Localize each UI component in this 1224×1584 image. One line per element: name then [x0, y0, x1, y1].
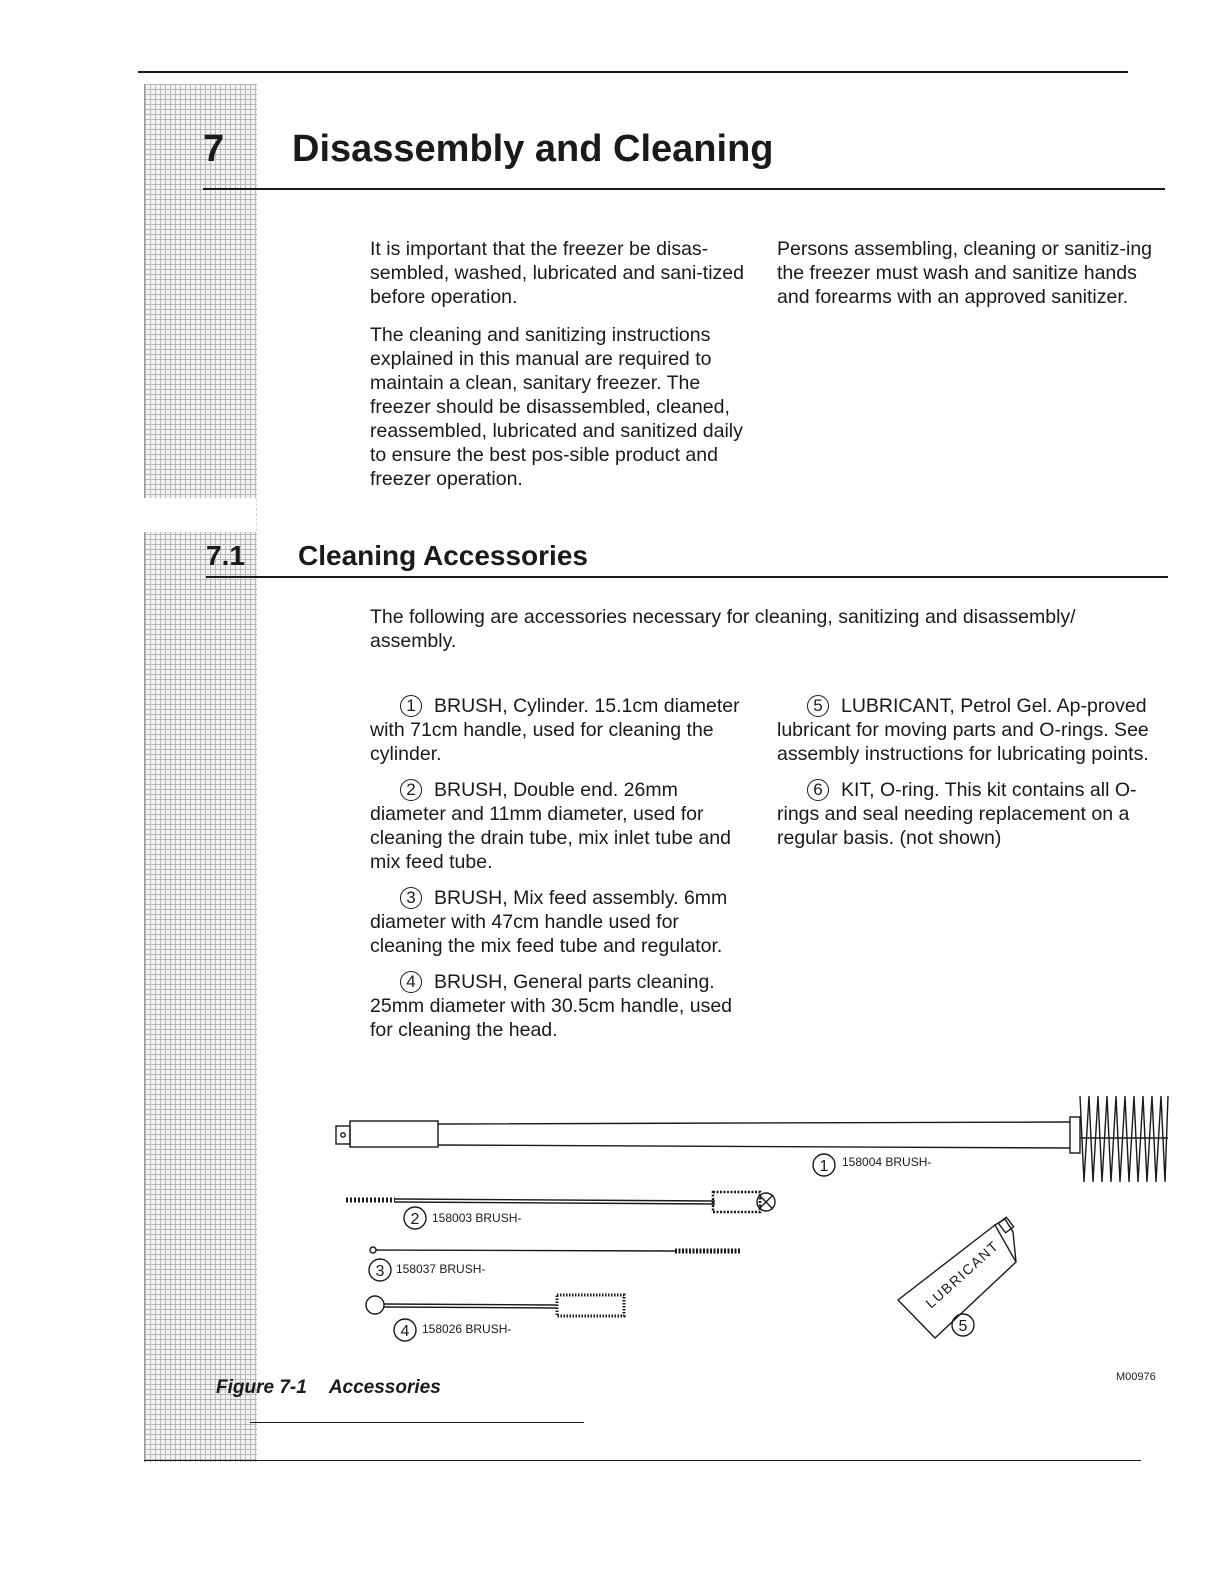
- part-label-2: 158003 BRUSH-: [432, 1211, 522, 1225]
- chapter-number: 7: [203, 128, 225, 170]
- section-title: Cleaning Accessories: [298, 540, 588, 571]
- accessory-text: LUBRICANT, Petrol Gel. Ap-proved lubricant for moving parts and O-rings. See assembly instructions for lubricating points.: [777, 695, 1149, 765]
- general-parts-brush-drawing: [366, 1295, 624, 1316]
- lubricant-tube-label: LUBRICANT: [922, 1237, 1003, 1312]
- chapter-rule: [203, 188, 1165, 190]
- callout-2: [404, 1207, 426, 1229]
- part-label-4: 158026 BRUSH-: [422, 1322, 512, 1336]
- caption-rule: [250, 1422, 584, 1423]
- callout-num-1: 1: [819, 1158, 829, 1175]
- accessory-text: BRUSH, Double end. 26mm diameter and 11mm diameter, used for cleaning the drain tube, mix inlet tube and mix feed tube.: [370, 779, 731, 873]
- accessories-left-column: [370, 694, 755, 1054]
- accessory-item-5: [777, 694, 1169, 766]
- accessory-item-3: [370, 886, 755, 958]
- accessory-text: KIT, O-ring. This kit contains all O-rings and seal needing replacement on a regular basis. (not shown): [777, 779, 1137, 849]
- chapter-title: Disassembly and Cleaning: [292, 128, 774, 170]
- cylinder-brush-drawing: [336, 1096, 1168, 1182]
- item-number-badge: 2: [400, 779, 422, 801]
- figure-title: Accessories: [328, 1377, 441, 1398]
- callout-num-5: 5: [958, 1318, 968, 1335]
- item-number-badge: 4: [400, 971, 422, 993]
- figure-number: Figure 7-1: [216, 1377, 307, 1398]
- part-label-1: 158004 BRUSH-: [842, 1155, 932, 1169]
- bottom-rule: [144, 1460, 1141, 1461]
- mix-feed-brush-drawing: [370, 1247, 740, 1253]
- callout-num-4: 4: [400, 1323, 410, 1340]
- accessory-item-4: [370, 970, 755, 1042]
- callout-num-3: 3: [375, 1263, 385, 1280]
- lubricant-tube-drawing: [898, 1217, 1016, 1338]
- callout-num-2: 2: [410, 1211, 420, 1228]
- part-label-3: 158037 BRUSH-: [396, 1262, 486, 1276]
- accessories-right-column: [777, 694, 1169, 862]
- item-number-badge: 6: [807, 779, 829, 801]
- section-rule: [206, 576, 1168, 578]
- double-end-brush-drawing: [346, 1192, 775, 1212]
- callout-3: [369, 1259, 391, 1281]
- item-number-badge: 3: [400, 887, 422, 909]
- section-number: 7.1: [206, 540, 245, 571]
- accessory-text: BRUSH, General parts cleaning. 25mm diameter with 30.5cm handle, used for cleaning the head.: [370, 971, 733, 1041]
- accessory-item-6: [777, 778, 1169, 850]
- accessory-item-2: [370, 778, 755, 874]
- callout-1: [813, 1154, 835, 1176]
- figure-caption: [216, 1377, 441, 1399]
- intro-left-column: [370, 237, 750, 505]
- accessory-item-1: [370, 694, 755, 766]
- item-number-badge: 5: [807, 695, 829, 717]
- section-intro-text: The following are accessories necessary for cleaning, sanitizing and disassembly/ assembly.: [370, 606, 1076, 652]
- accessory-text: BRUSH, Mix feed assembly. 6mm diameter with 47cm handle used for cleaning the mix feed tube and regulator.: [370, 887, 728, 957]
- intro-paragraph-1: It is important that the freezer be disas-sembled, washed, lubricated and sani-tized before operation.: [370, 238, 744, 308]
- callout-4: [394, 1319, 416, 1341]
- item-number-badge: 1: [400, 695, 422, 717]
- callout-5: [952, 1314, 974, 1336]
- intro-right-column: [777, 237, 1167, 323]
- grid-strip-gap: [144, 498, 256, 532]
- intro-paragraph-3: Persons assembling, cleaning or sanitiz-ing the freezer must wash and sanitize hands and forearms with an approved sanitizer.: [777, 238, 1153, 308]
- grid-margin-strip: [144, 84, 257, 1462]
- intro-paragraph-2: The cleaning and sanitizing instructions explained in this manual are required to maintain a clean, sanitary freezer. The freezer should be disassembled, cleaned, reassembled, lubricated and sanitized daily to ensure the best pos-sible product and freezer operation.: [370, 324, 743, 490]
- top-rule: [138, 71, 1128, 73]
- accessory-text: BRUSH, Cylinder. 15.1cm diameter with 71cm handle, used for cleaning the cylinder.: [370, 695, 740, 765]
- section-intro: [370, 605, 1160, 667]
- drawing-code: M00976: [1116, 1371, 1156, 1383]
